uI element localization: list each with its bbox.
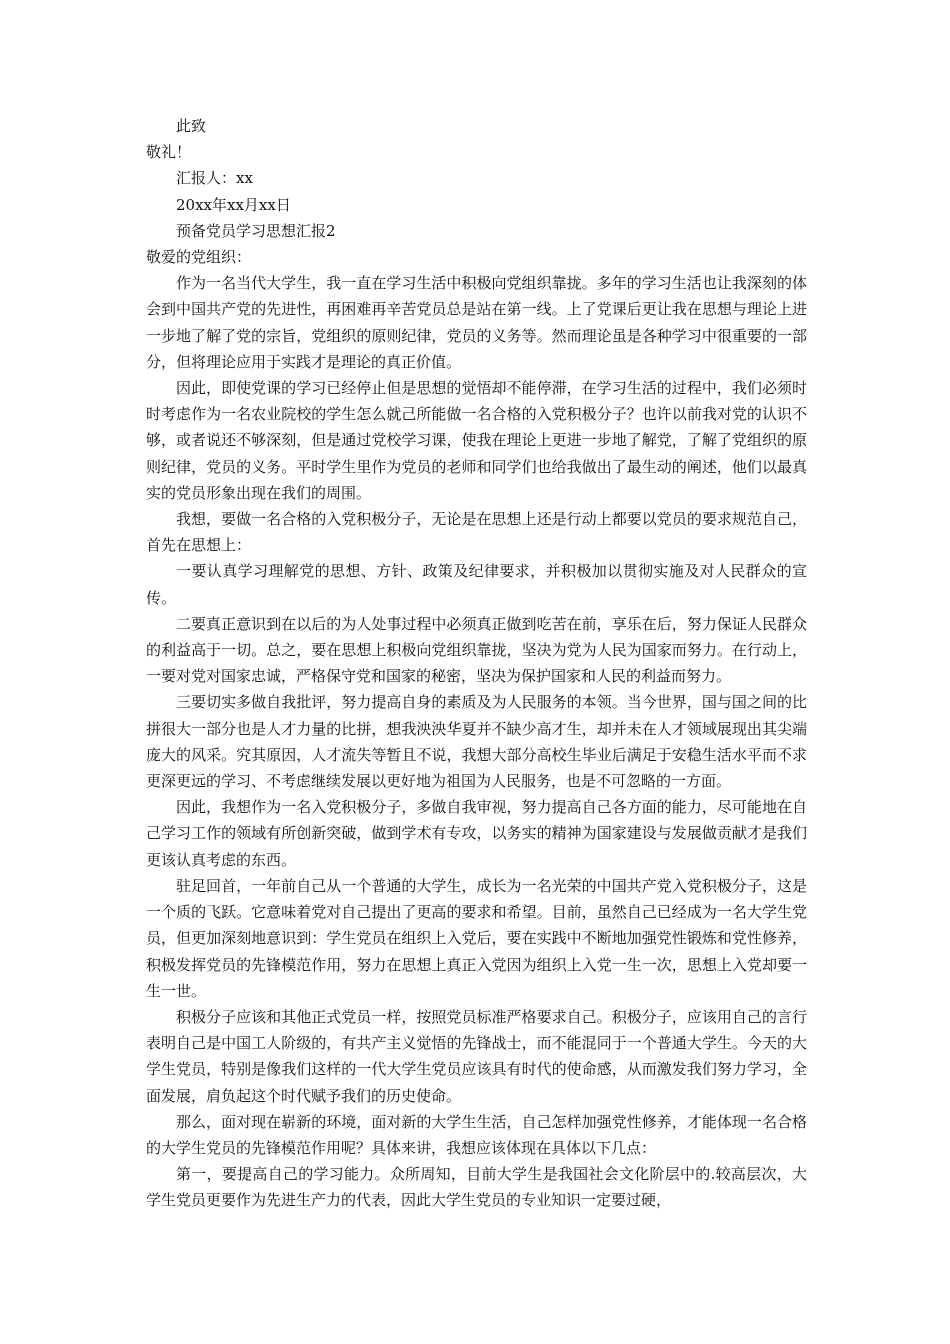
- salutation-line-2: 敬礼！: [146, 143, 192, 162]
- salutation-line-1: 此致: [176, 117, 207, 135]
- report-title: 预备党员学习思想汇报2: [176, 221, 336, 240]
- body-paragraph: 第一，要提高自己的学习能力。众所周知，目前大学生是我国社会文化阶层中的.较高层次，大学生党员更要作为先进生产力的代表，因此大学生党员的专业知识一定要过硬，: [146, 1165, 807, 1210]
- body-paragraph: 那么，面对现在崭新的环境，面对新的大学生生活，自己怎样加强党性修养，才能体现一名合格的大学生党员的先锋模范作用呢？具体来讲，我想应该体现在具体以下几点：: [146, 1112, 807, 1157]
- body-paragraph: 驻足回首，一年前自己从一个普通的大学生，成长为一名光荣的中国共产党入党积极分子，这是一个质的飞跃。它意味着党对自己提出了更高的要求和希望。目前，虽然自己已经成为一名大学生党员，但更加深刻地意识到：学生党员在组织上入党后，要在实践中不断地加强党性锻炼和党性修养，积极发挥党员的先锋模范作用，努力在思想上真正入党因为组织上入党一生一次，思想上入党却要一生一世。: [146, 876, 807, 1000]
- body-paragraph: 我想，要做一名合格的入党积极分子，无论是在思想上还是行动上都要以党员的要求规范自己，首先在思想上：: [146, 510, 807, 555]
- body-paragraph: 二要真正意识到在以后的为人处事过程中必须真正做到吃苦在前，享乐在后，努力保证人民群众的利益高于一切。总之，要在思想上积极向党组织靠拢，坚决为党为人民为国家而努力。在行动上，一要对党对国家忠诚，严格保守党和国家的秘密，坚决为保护国家和人民的利益而努力。: [146, 614, 807, 686]
- body-paragraph: 积极分子应该和其他正式党员一样，按照党员标准严格要求自己。积极分子，应该用自己的言行表明自己是中国工人阶级的，有共产主义觉悟的先锋战士，而不能混同于一个普通大学生。今天的大学生党员，特别是像我们这样的一代大学生党员应该具有时代的使命感，从而激发我们努力学习，全面发展，肩负起这个时代赋予我们的历史使命。: [146, 1007, 807, 1105]
- body-paragraph: 因此，即使党课的学习已经停止但是思想的觉悟却不能停滞，在学习生活的过程中，我们必须时时考虑作为一名农业院校的学生怎么就己所能做一名合格的入党积极分子？也许以前我对党的认识不够，或者说还不够深刻，但是通过党校学习课，使我在理论上更进一步地了解党，了解了党组织的原则纪律，党员的义务。平时学生里作为党员的老师和同学们也给我做出了最生动的阐述，他们以最真实的党员形象出现在我们的周围。: [146, 379, 807, 502]
- body-paragraph: 因此，我想作为一名入党积极分子，多做自我审视，努力提高自己各方面的能力，尽可能地在自己学习工作的领域有所创新突破，做到学术有专攻，以务实的精神为国家建设与发展做贡献才是我们更该认真考虑的东西。: [146, 798, 807, 869]
- body-paragraph: 作为一名当代大学生，我一直在学习生活中积极向党组织靠拢。多年的学习生活也让我深刻的体会到中国共产党的先进性，再困难再辛苦党员总是站在第一线。上了党课后更让我在思想与理论上进一步地了解了党的宗旨，党组织的原则纪律，党员的义务等。然而理论虽是各种学习中很重要的一部分，但将理论应用于实践才是理论的真正价值。: [146, 274, 807, 371]
- reporter-line: 汇报人：xx: [176, 169, 253, 188]
- body-paragraph: 一要认真学习理解党的思想、方针、政策及纪律要求，并积极加以贯彻实施及对人民群众的宣传。: [146, 562, 807, 607]
- body-paragraph: 三要切实多做自我批评，努力提高自身的素质及为人民服务的本领。当今世界，国与国之间的比拼很大一部分也是人才力量的比拼，想我泱泱华夏并不缺少高才生，却并未在人才领域展现出其尖端庞大的风采。究其原因，人才流失等暂且不说，我想大部分高校生毕业后满足于安稳生活水平而不求更深更远的学习、不考虑继续发展以更好地为祖国为人民服务，也是不可忽略的一方面。: [146, 693, 807, 791]
- date-line: 20xx年xx月xx日: [176, 195, 291, 214]
- greeting-line: 敬爱的党组织：: [146, 248, 252, 267]
